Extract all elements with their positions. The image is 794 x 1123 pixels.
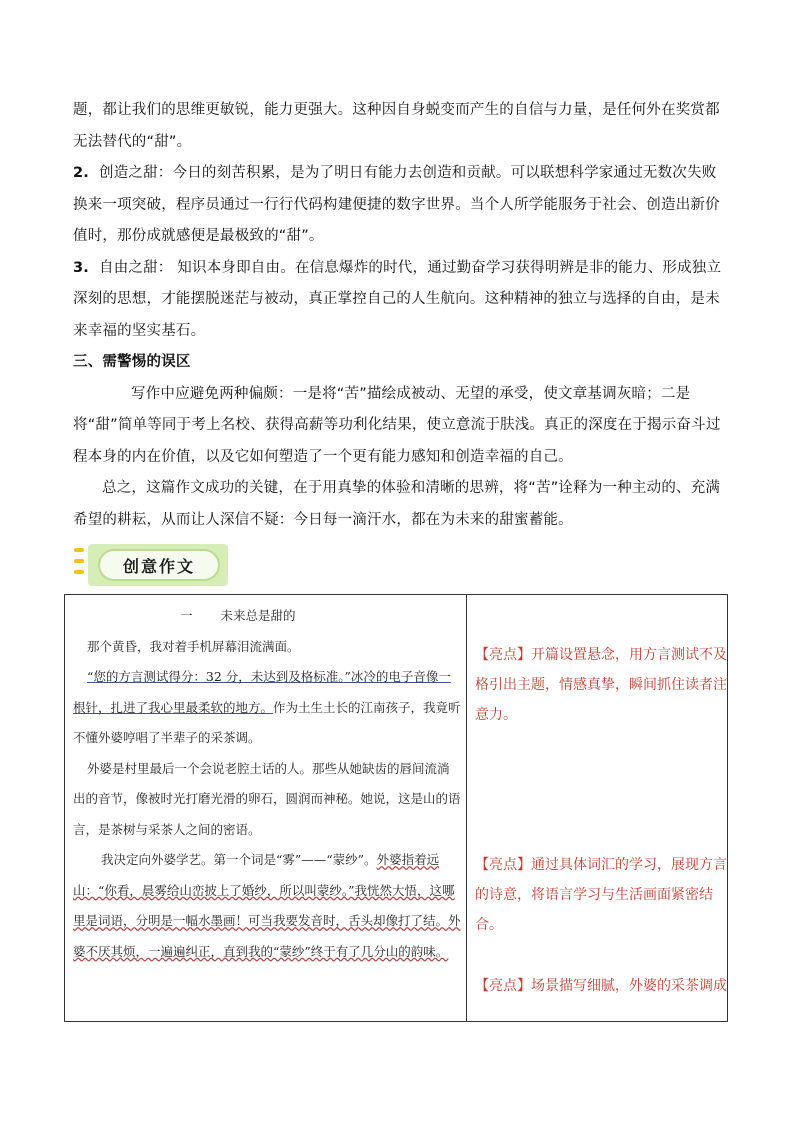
summary-paragraph: 总之，这篇作文成功的关键，在于用真挚的体验和清晰的思辨，将“苦”诠释为一种主动的、充满希望的耕耘，从而让人深信不疑：今日每一滴汗水，都在为未来的甜蜜蓄能。 (73, 480, 721, 528)
essay-table (64, 594, 728, 1022)
comment-tag: 【亮点】 (475, 978, 531, 994)
table-divider (466, 595, 467, 1021)
point-2-number: 2. (73, 165, 89, 181)
essay-paragraph-3: 外婆是村里最后一个会说老腔土话的人。那些从她缺齿的唇间流淌出的音节，像被时光打磨光滑的卵石，圆润而神秘。她说，这是山的语言，是茶树与采茶人之间的密语。 (73, 760, 461, 837)
comment-2: 【亮点】通过具体词汇的学习，展现方言的诗意，将语言学习与生活画面紧密结合。 (475, 857, 727, 933)
wavy-underlined-text: 外婆指着远山：“你看，晨雾给山峦披上了婚纱，所以叫蒙纱。”我恍然大悟，这哪里是词语，分明是一幅水墨画！可当我要发音时，舌头却像打了结。外婆不厌其烦，一遍遍纠正，直到我的“蒙纱”终于有了几分山的韵味。 (73, 852, 461, 959)
essay-title-line (73, 601, 461, 632)
essay-paragraph-4: 我决定向外婆学艺。第一个词是“雾”——“蒙纱”。外婆指着远山：“你看，晨雾给山峦披上了婚纱，所以叫蒙纱。”我恍然大悟，这哪里是词语，分明是一幅水墨画！可当我要发音时，舌头却像打了结。外婆不厌其烦，一遍遍纠正，直到我的“蒙纱”终于有了几分山的韵味。 (73, 852, 461, 959)
intro-paragraph: 题，都让我们的思维更敏锐，能力更强大。这种因自身蜕变而产生的自信与力量，是任何外在奖赏都无法替代的“甜”。 (73, 102, 720, 150)
essay-text-column (73, 601, 461, 967)
point-3-text: 自由之甜： 知识本身即自由。在信息爆炸的时代，通过勤奋学习获得明辨是非的能力、形成独立深刻的思想，才能摆脱迷茫与被动，真正掌控自己的人生航向。这种精神的独立与选择的自由，是未来幸福的坚实基石。 (73, 259, 722, 339)
essay-paragraph-1: 那个黄昏，我对着手机屏幕泪流满面。 (87, 638, 300, 654)
section-heading: 三、需警惕的误区 (73, 354, 191, 370)
pitfall-paragraph: 写作中应避免两种偏颇：一是将“苦”描绘成被动、无望的承受，使文章基调灰暗；二是将“甜”简单等同于考上名校、获得高薪等功利化结果，使立意流于肤浅。真正的深度在于揭示奋斗过程本身的内在价值，以及它如何塑造了一个更有能力感知和创造幸福的自己。 (73, 385, 721, 465)
essay-number: 一 (180, 608, 193, 623)
essay-analysis-text (73, 95, 725, 536)
comment-tag: 【亮点】 (475, 647, 531, 663)
point-2-text: 创造之甜：今日的刻苦积累，是为了明日有能力去创造和贡献。可以联想科学家通过无数次失败换来一项突破，程序员通过一行行代码构建便捷的数字世界。当个人所学能服务于社会、创造出新价值时，那份成就感便是最极致的“甜”。 (73, 165, 720, 244)
comment-1: 【亮点】开篇设置悬念，用方言测试不及格引出主题，情感真挚，瞬间抓住读者注意力。 (475, 647, 727, 723)
point-3 (73, 253, 725, 348)
essay-paragraph-2: “您的方言测试得分：32 分，未达到及格标准。”冰冷的电子音像一根针，扎进了我心里最柔软的地方。作为土生土长的江南孩子，我竟听不懂外婆哼唱了半辈子的采茶调。 (73, 669, 461, 745)
essay-title: 未来总是甜的 (220, 608, 296, 623)
banner-label: 创意作文 (98, 549, 220, 581)
point-3-number: 3. (73, 259, 89, 276)
comment-tag: 【亮点】 (475, 857, 531, 873)
comment-3: 【亮点】场景描写细腻，外婆的采茶调成 (475, 978, 727, 994)
underlined-text: “您的方言测试得分：32 分，未达到及格标准。”冰冷的电子音像一根针，扎进了我心里最柔软的地方。 (73, 669, 451, 715)
point-2 (73, 158, 725, 253)
section-banner (74, 544, 228, 586)
banner-dots-decoration (74, 548, 84, 581)
